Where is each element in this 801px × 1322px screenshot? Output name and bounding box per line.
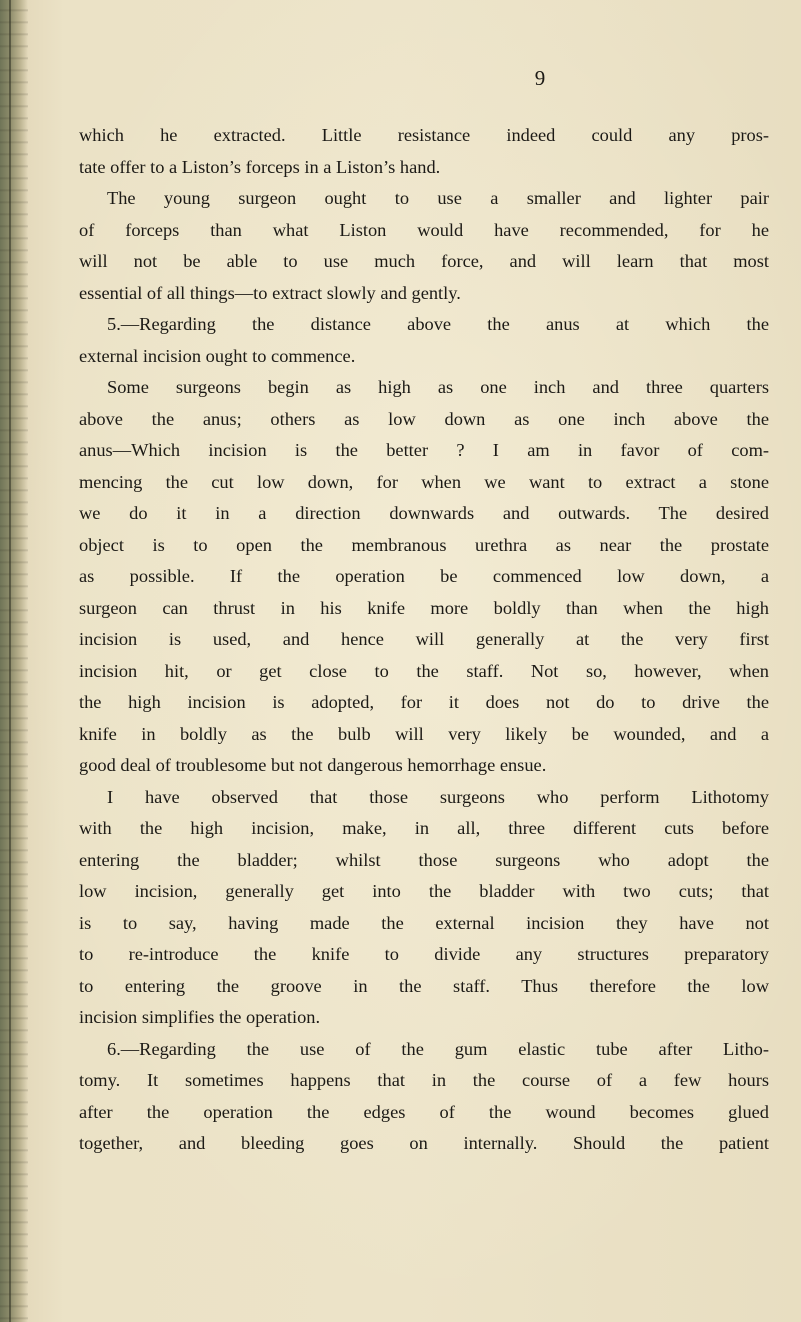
text-line: the high incision is adopted, for it does not do to drive the <box>79 692 769 712</box>
text-line: The young surgeon ought to use a smaller and lighter pair <box>107 188 769 208</box>
text-line: we do it in a direction downwards and outwards. The desired <box>79 503 769 523</box>
binding-edge <box>9 0 11 1322</box>
text-line: tomy. It sometimes happens that in the course of a few hours <box>79 1070 769 1090</box>
text-line: knife in boldly as the bulb will very likely be wounded, and a <box>79 723 769 744</box>
text-line: of forceps than what Liston would have recommended, for he <box>79 219 769 240</box>
text-line: to re-introduce the knife to divide any structures preparatory <box>79 944 769 964</box>
text-line: as possible. If the operation be commenced low down, a <box>79 566 769 586</box>
text-line: mencing the cut low down, for when we want to extract a stone <box>79 471 769 492</box>
text-line: will not be able to use much force, and will learn that most <box>79 251 769 271</box>
text-line: entering the bladder; whilst those surgeons who adopt the <box>79 849 769 870</box>
text-line: essential of all things—to extract slowly and gently. <box>79 282 461 303</box>
body-text <box>79 120 769 1160</box>
book-spine-shadow <box>0 0 28 1322</box>
text-line: I have observed that those surgeons who perform Lithotomy <box>107 786 769 807</box>
text-line: incision is used, and hence will generally at the very first <box>79 629 769 649</box>
text-line: after the operation the edges of the wound becomes glued <box>79 1101 769 1122</box>
text-line: external incision ought to commence. <box>79 345 356 366</box>
text-line: anus—Which incision is the better ? I am in favor of com- <box>79 440 769 460</box>
text-line: is to say, having made the external incision they have not <box>79 912 769 933</box>
text-line: 6.—Regarding the use of the gum elastic tube after Litho- <box>107 1038 769 1059</box>
text-line: which he extracted. Little resistance indeed could any pros- <box>79 125 769 145</box>
text-line: good deal of troublesome but not dangerous hemorrhage ensue. <box>79 755 547 775</box>
text-line: together, and bleeding goes on internally. Should the patient <box>79 1133 769 1153</box>
text-line: low incision, generally get into the bladder with two cuts; that <box>79 881 769 901</box>
text-line: tate offer to a Liston’s forceps in a Liston’s hand. <box>79 156 441 177</box>
text-line: 5.—Regarding the distance above the anus at which the <box>107 314 769 334</box>
text-line: surgeon can thrust in his knife more boldly than when the high <box>79 597 769 618</box>
text-line: above the anus; others as low down as one inch above the <box>79 408 769 429</box>
page-number: 9 <box>534 66 546 90</box>
text-line: object is to open the membranous urethra as near the prostate <box>79 534 769 555</box>
text-line: incision simplifies the operation. <box>79 1007 321 1027</box>
text-line: with the high incision, make, in all, three different cuts before <box>79 818 769 838</box>
text-line: to entering the groove in the staff. Thus therefore the low <box>79 975 769 996</box>
text-line: incision hit, or get close to the staff. Not so, however, when <box>79 660 769 681</box>
text-line: Some surgeons begin as high as one inch and three quarters <box>107 377 769 397</box>
